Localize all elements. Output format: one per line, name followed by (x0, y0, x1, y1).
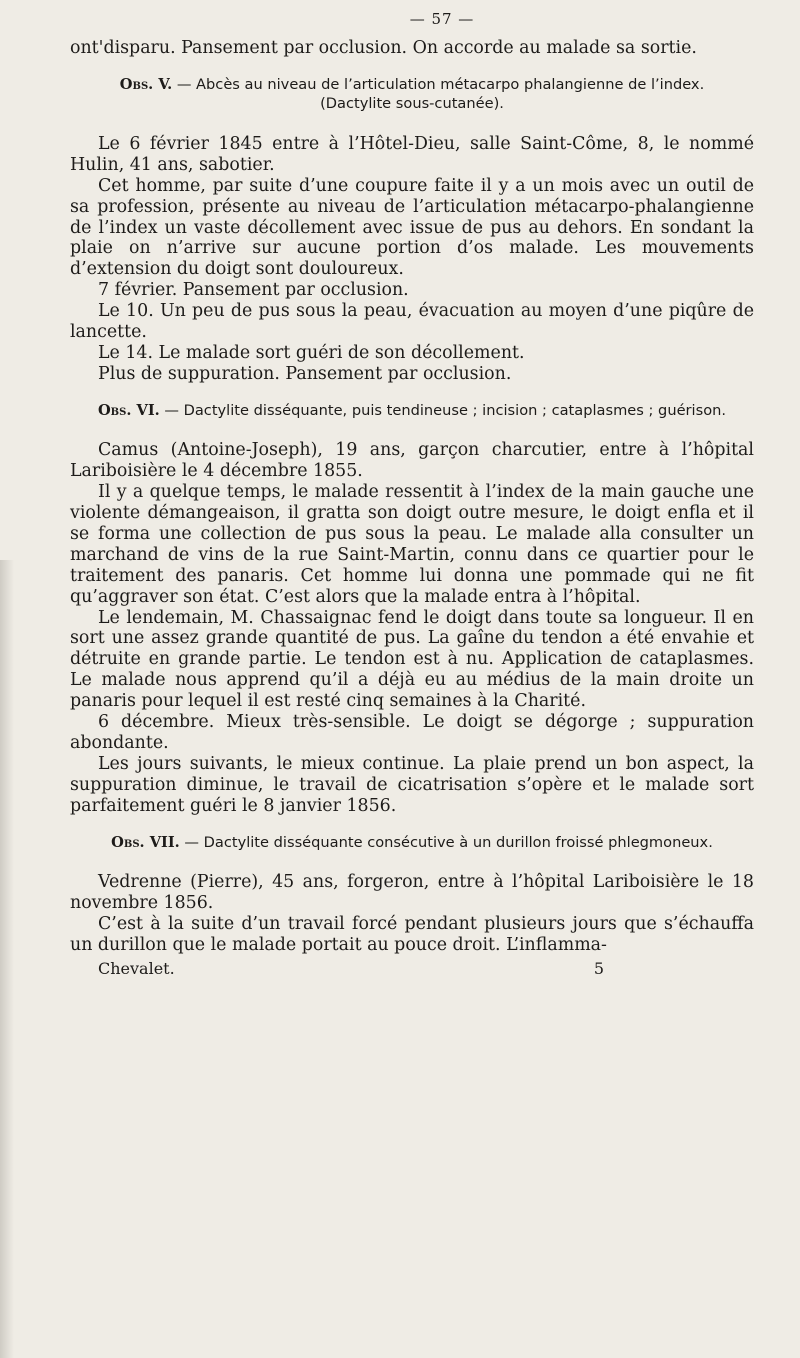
obs-6-paragraph: Il y a quelque temps, le malade ressentit à l’index de la main gauche une violente démangeaison, il gratta son doigt outre mesure, le doigt enfla et il se forma une collection de pus sous la peau. Le malade alla consulter un marchand de vins de la rue Saint-Martin, connu dans ce quartier pour le traitement des panaris. Cet homme lui donna une pommade qui ne fit qu’aggraver son état. C’est alors que la malade entra à l’hôpital. (70, 482, 754, 607)
page-number: — 57 — (409, 10, 475, 28)
obs-5-paragraph: 7 février. Pansement par occlusion. (98, 280, 409, 301)
obs-5-paragraph: Le 6 février 1845 entre à l’Hôtel-Dieu, salle Saint-Côme, 8, le nommé Hulin, 41 ans, sabotier. (70, 133, 754, 175)
obs-7-label: Obs. VII. (111, 833, 180, 851)
obs-6-title: — Dactylite disséquante, puis tendineuse ; incision ; cataplasmes ; guérison. (164, 401, 727, 419)
page-footer (70, 959, 754, 978)
obs-5-label: Obs. V. (119, 75, 173, 93)
obs-6-paragraph: 6 décembre. Mieux très-sensible. Le doigt se dégorge ; suppuration abondante. (70, 712, 754, 753)
obs-5-paragraph: Le 14. Le malade sort guéri de son décollement. (98, 342, 525, 363)
obs-5-paragraph: Plus de suppuration. Pansement par occlusion. (98, 363, 512, 384)
obs-7-heading (90, 833, 734, 853)
obs-7-paragraph: C’est à la suite d’un travail forcé pendant plusieurs jours que s’échauffa un durillon que le malade portait au pouce droit. L’inflamma- (70, 913, 754, 955)
obs-5-heading (90, 75, 734, 114)
obs-6-paragraph: Camus (Antoine-Joseph), 19 ans, garçon charcutier, entre à l’hôpital Lariboisière le 4 décembre 1855. (70, 440, 754, 482)
obs-6-heading (90, 401, 734, 421)
obs-5-title: — Abcès au niveau de l’articulation métacarpo phalangienne de l’index. (Dactylite sous-cutanée). (176, 75, 705, 113)
obs-5-paragraph: Cet homme, par suite d’une coupure faite il y a un mois avec un outil de sa profession, présente au niveau de l’articulation métacarpo-phalangienne de l’index un vaste décollement avec issue de pus au dehors. En sondant la plaie on n’arrive sur aucune portion d’os malade. Les mouvements d’extension du doigt sont douloureux. (70, 175, 754, 280)
obs-6-paragraph: Les jours suivants, le mieux continue. La plaie prend un bon aspect, la suppuration diminue, le travail de cicatrisation s’opère et le malade sort parfaitement guéri le 8 janvier 1856. (70, 753, 754, 816)
opening-line: ont'disparu. Pansement par occlusion. On accorde au malade sa sortie. (70, 38, 697, 58)
obs-7-title: — Dactylite disséquante consécutive à un durillon froissé phlegmoneux. (184, 833, 713, 851)
obs-7-paragraph: Vedrenne (Pierre), 45 ans, forgeron, entre à l’hôpital Lariboisière le 18 novembre 1856. (70, 872, 754, 913)
obs-5-paragraph: Le 10. Un peu de pus sous la peau, évacuation au moyen d’une piqûre de lancette. (70, 301, 754, 343)
obs-6-label: Obs. VI. (97, 401, 160, 419)
footer-signature: Chevalet. (98, 958, 175, 978)
footer-sheet-number: 5 (593, 958, 604, 978)
obs-6-paragraph: Le lendemain, M. Chassaignac fend le doigt dans toute sa longueur. Il en sort une assez grande quantité de pus. La gaîne du tendon a été envahie et détruite en grande partie. Le tendon est à nu. Application de cataplasmes. Le malade nous apprend qu’il a déjà eu au médius de la main droite un panaris pour lequel il est resté cinq semaines à la Charité. (70, 607, 754, 712)
